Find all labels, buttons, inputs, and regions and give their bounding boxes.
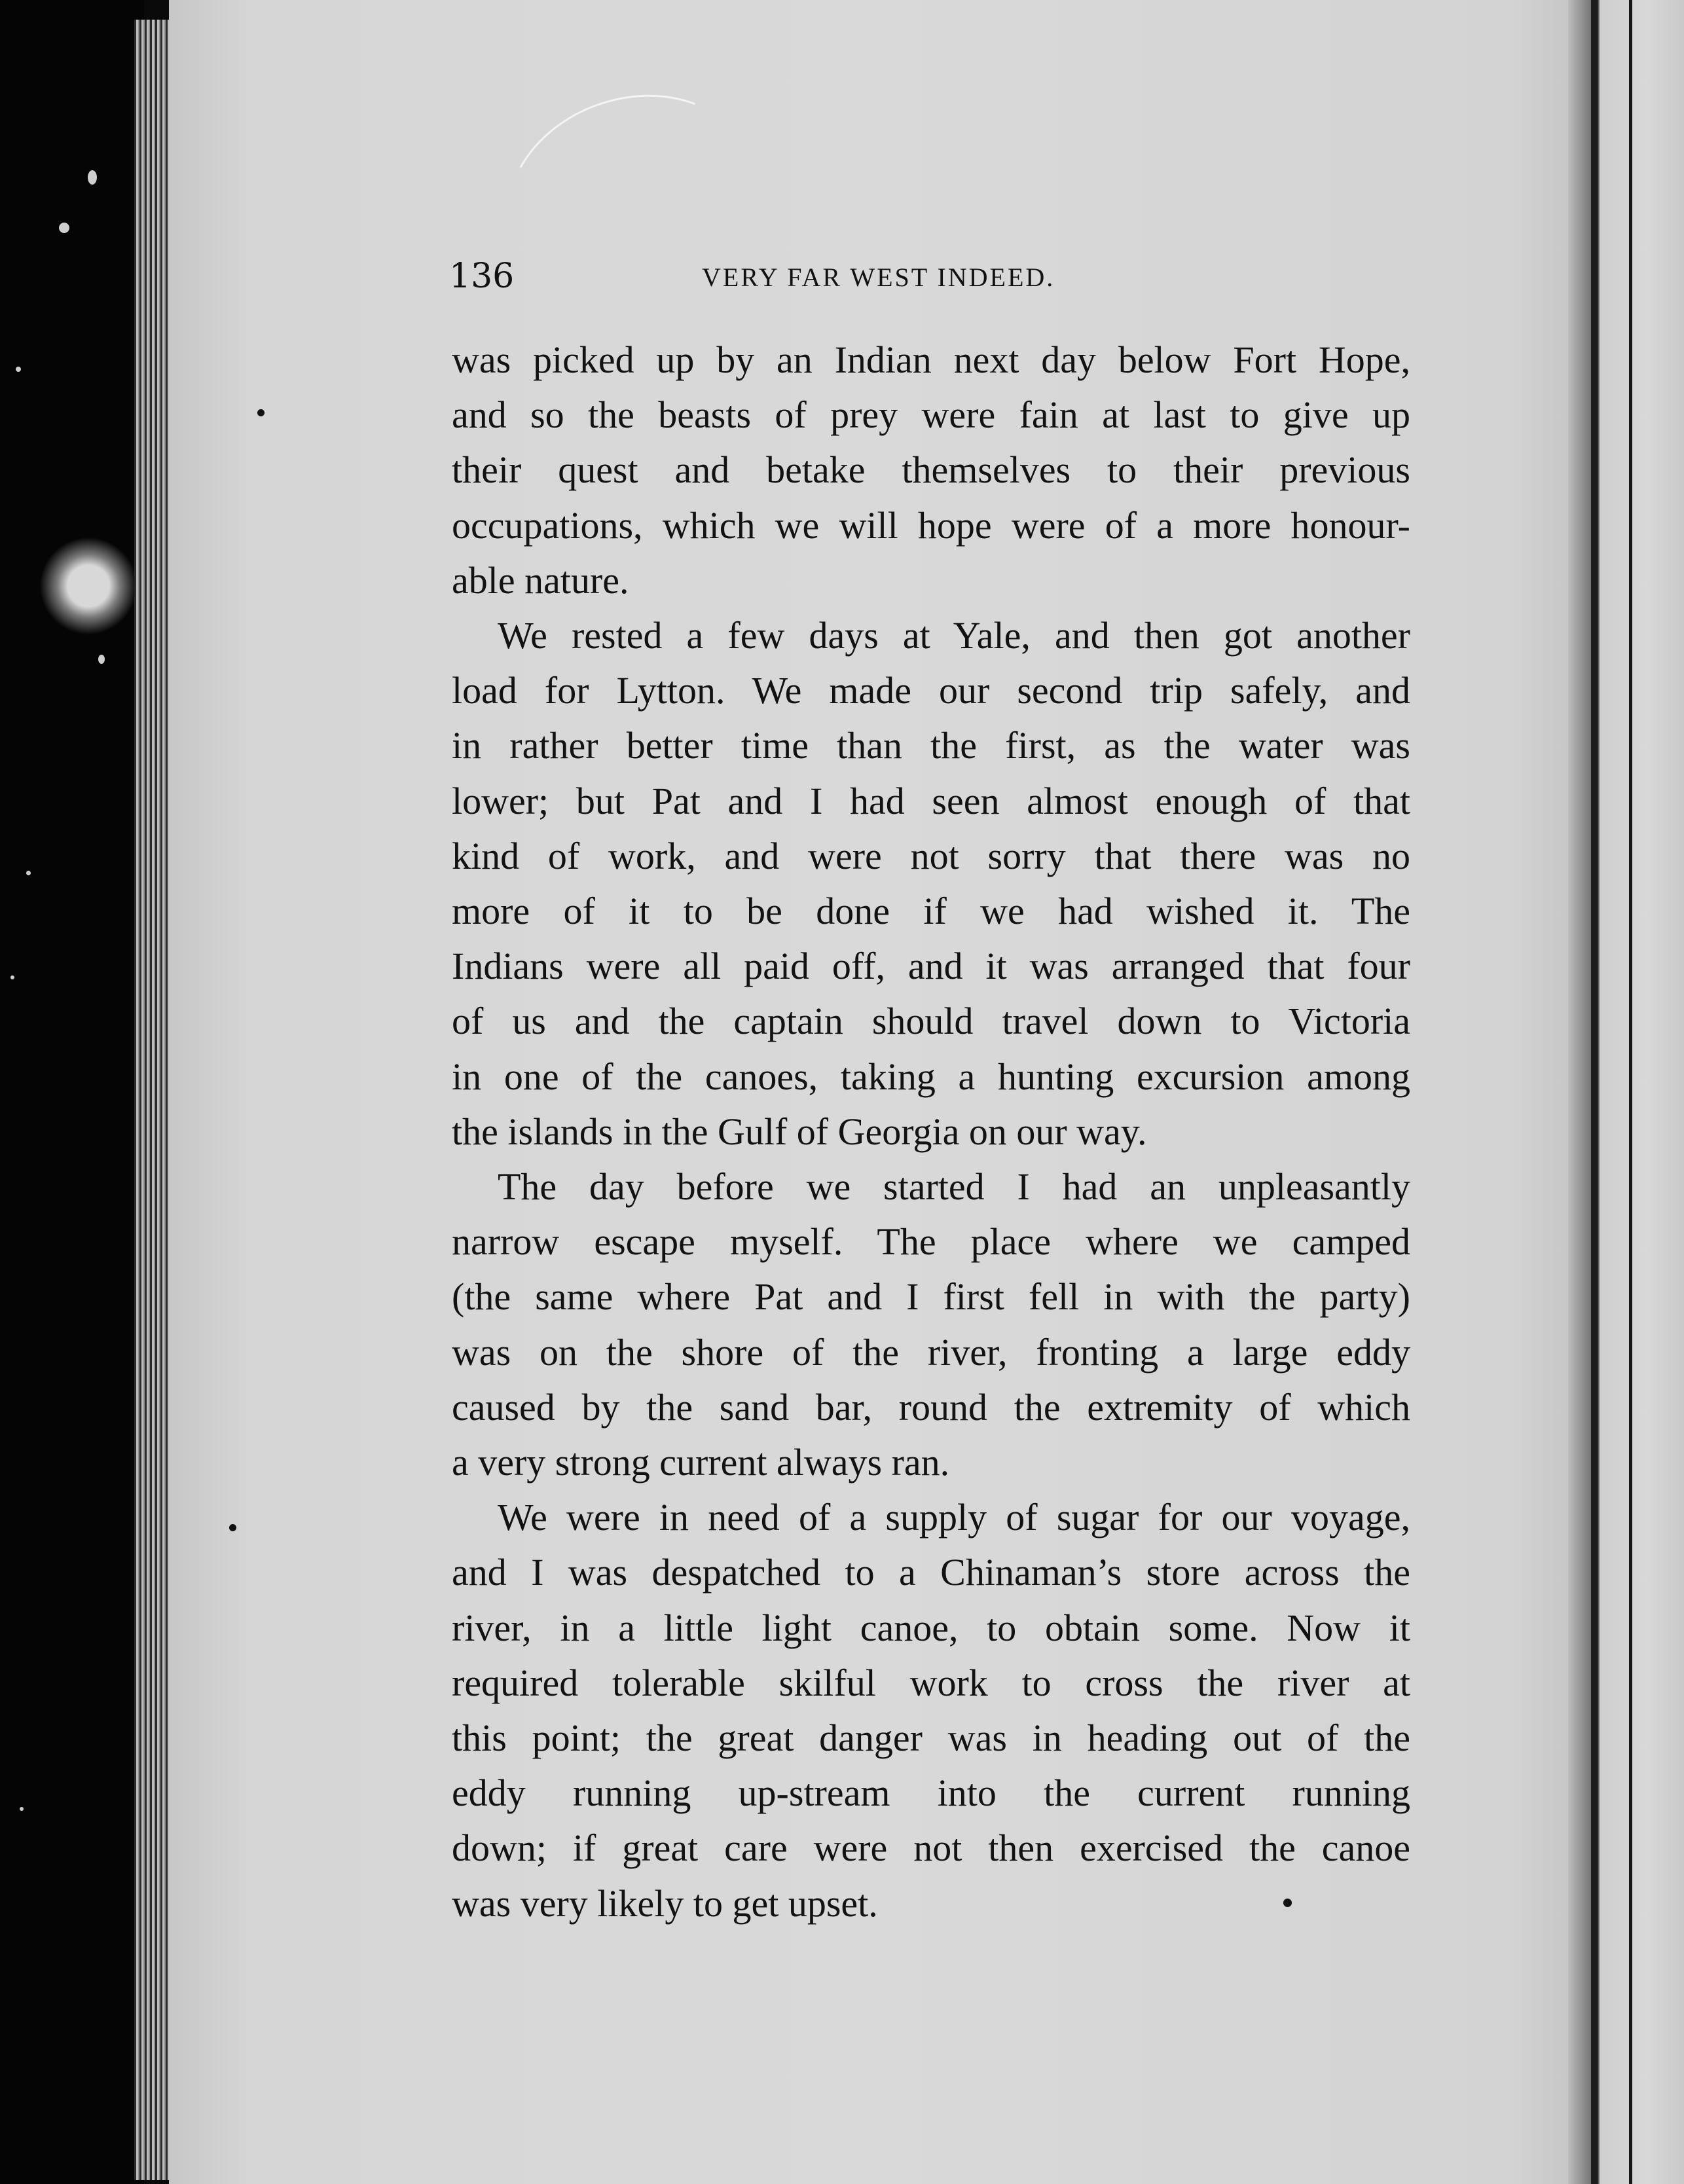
text-line: caused by the sand bar, round the extremity of which <box>452 1385 1410 1429</box>
facing-page-edge <box>1591 0 1684 2184</box>
text-line: able nature. <box>452 558 629 602</box>
text-line: narrow escape myself. The place where we camped <box>452 1220 1410 1264</box>
page-header <box>449 257 1169 296</box>
facing-page-rule <box>1629 0 1632 2184</box>
speck <box>20 1807 24 1811</box>
text-line: of us and the captain should travel down to Victoria <box>452 1000 1410 1043</box>
text-line: eddy running up-stream into the current running <box>452 1772 1410 1815</box>
paragraph <box>452 608 1410 1159</box>
text-line: more of it to be done if we had wished it. The <box>452 890 1410 933</box>
text-line: and I was despatched to a Chinaman’s store across the <box>452 1551 1410 1594</box>
text-line: kind of work, and were not sorry that there was no <box>452 834 1410 877</box>
text-line: was picked up by an Indian next day below Fort Hope, <box>452 338 1410 381</box>
text-line: Indians were all paid off, and it was arranged that four <box>452 945 1410 988</box>
left-dark-margin <box>0 0 144 2184</box>
paragraph <box>452 333 1410 608</box>
running-head: VERY FAR WEST INDEED. <box>702 263 1055 292</box>
text-line: We rested a few days at Yale, and then got another <box>498 614 1410 657</box>
text-line: their quest and betake themselves to their previous <box>452 448 1410 492</box>
text-line: (the same where Pat and I first fell in with the party) <box>452 1275 1410 1319</box>
speck <box>16 367 21 372</box>
text-line: We were in need of a supply of sugar for our voyage, <box>498 1496 1410 1539</box>
text-line: occupations, which we will hope were of a more honour- <box>452 503 1410 547</box>
text-line: down; if great care were not then exercised the canoe <box>452 1827 1410 1870</box>
page-stack-edges <box>134 20 174 2180</box>
text-line: the islands in the Gulf of Georgia on our way. <box>452 1110 1147 1153</box>
speck <box>88 170 97 185</box>
speck <box>26 871 31 875</box>
text-line: required tolerable skilful work to cross the river at <box>452 1661 1410 1704</box>
text-line: was on the shore of the river, fronting a large eddy <box>452 1330 1410 1374</box>
text-line: this point; the great danger was in heading out of the <box>452 1717 1410 1760</box>
speck <box>39 537 137 635</box>
speck <box>98 655 105 664</box>
text-line: in one of the canoes, taking a hunting excursion among <box>452 1055 1410 1098</box>
text-line: was very likely to get upset. <box>452 1882 878 1925</box>
text-line: lower; but Pat and I had seen almost enough of that <box>452 779 1410 822</box>
ink-dot <box>229 1524 236 1531</box>
text-line: river, in a little light canoe, to obtain some. Now it <box>452 1606 1410 1649</box>
speck <box>10 975 14 979</box>
ink-dot <box>257 409 265 416</box>
text-line: and so the beasts of prey were fain at last to give up <box>452 393 1410 437</box>
paragraph <box>452 1490 1410 1931</box>
text-line: a very strong current always ran. <box>452 1441 950 1484</box>
text-line: in rather better time than the first, as the water was <box>452 724 1410 767</box>
page-number: 136 <box>449 257 515 296</box>
body-text <box>452 333 1410 1931</box>
text-line: load for Lytton. We made our second trip safely, and <box>452 669 1410 712</box>
speck <box>59 223 69 233</box>
paragraph <box>452 1159 1410 1490</box>
text-line: The day before we started I had an unpleasantly <box>498 1165 1410 1209</box>
